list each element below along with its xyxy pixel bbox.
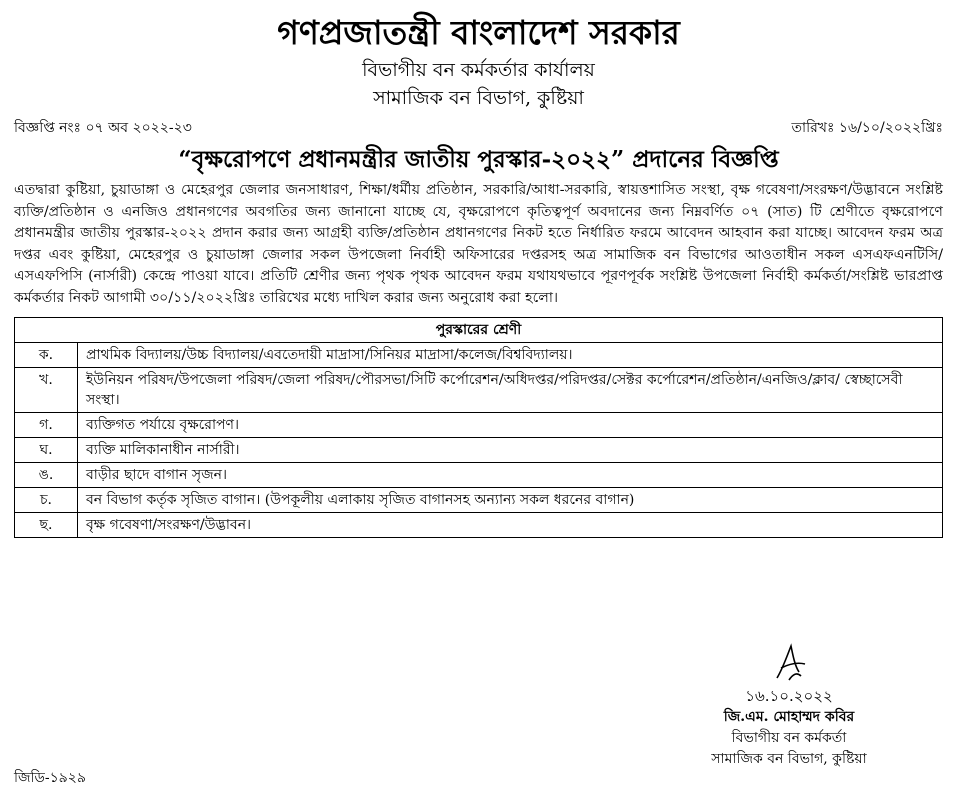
memo-number: বিজ্ঞপ্তি নংঃ ০৭ অব ২০২২-২৩ xyxy=(14,120,192,136)
table-row xyxy=(15,513,943,538)
office-name: বিভাগীয় বন কর্মকর্তার কার্যালয় xyxy=(362,59,595,81)
signature-block xyxy=(659,640,919,770)
division-name: সামাজিক বন বিভাগ, কুষ্টিয়া xyxy=(373,87,584,109)
category-text: বাড়ীর ছাদে বাগান সৃজন। xyxy=(78,463,943,488)
category-index: ছ. xyxy=(15,513,78,538)
category-index: চ. xyxy=(15,488,78,513)
handwritten-signature xyxy=(659,640,919,686)
government-title: গণপ্রজাতন্ত্রী বাংলাদেশ সরকার xyxy=(277,13,680,52)
table-row xyxy=(15,343,943,368)
letterhead xyxy=(14,0,943,112)
signature-date: ১৬.১০.২০২২ xyxy=(745,687,833,705)
gd-number: জিডি-১৯২৯ xyxy=(14,770,86,786)
memo-date: তারিখঃ ১৬/১০/২০২২খ্রিঃ xyxy=(791,120,943,136)
table-row xyxy=(15,488,943,513)
category-text: ব্যক্তি মালিকানাধীন নার্সারী। xyxy=(78,438,943,463)
table-row xyxy=(15,438,943,463)
award-categories-table xyxy=(14,317,943,538)
category-text: প্রাথমিক বিদ্যালয়/উচ্চ বিদ্যালয়/এবতেদায়ী মাদ্রাসা/সিনিয়র মাদ্রাসা/কলেজ/বিশ্ববিদ্যালয়। xyxy=(78,343,943,368)
category-text: বৃক্ষ গবেষণা/সংরক্ষণ/উদ্ভাবন। xyxy=(78,513,943,538)
signatory-office: সামাজিক বন বিভাগ, কুষ্টিয়া xyxy=(711,751,867,767)
table-row xyxy=(15,413,943,438)
table-heading: পুরস্কারের শ্রেণী xyxy=(15,318,943,343)
category-index: ক. xyxy=(15,343,78,368)
category-index: খ. xyxy=(15,368,78,413)
table-row xyxy=(15,368,943,413)
memo-row xyxy=(14,118,943,138)
category-text: ব্যক্তিগত পর্যায়ে বৃক্ষরোপণ। xyxy=(78,413,943,438)
category-index: গ. xyxy=(15,413,78,438)
category-text: ইউনিয়ন পরিষদ/উপজেলা পরিষদ/জেলা পরিষদ/পৌরসভা/সিটি কর্পোরেশন/অধিদপ্তর/পরিদপ্তর/সেক্টর কর্পোরেশন/প্রতিষ্ঠান/এনজিও/ক্লাব/ স্বেচ্ছাসেবী সংস্থা। xyxy=(78,368,943,413)
category-text: বন বিভাগ কর্তৃক সৃজিত বাগান। (উপকূলীয় এলাকায় সৃজিত বাগানসহ অন্যান্য সকল ধরনের বাগান) xyxy=(78,488,943,513)
signature-mark xyxy=(769,642,809,686)
category-index: ঙ. xyxy=(15,463,78,488)
table-row xyxy=(15,463,943,488)
table-header-row xyxy=(15,318,943,343)
category-index: ঘ. xyxy=(15,438,78,463)
signatory-designation: বিভাগীয় বন কর্মকর্তা xyxy=(731,730,847,746)
notice-body: এতদ্বারা কুষ্টিয়া, চুয়াডাঙ্গা ও মেহেরপুর জেলার জনসাধারণ, শিক্ষা/ধর্মীয় প্রতিষ্ঠান, সরকারি/আধা-সরকারি, স্বায়ত্তশাসিত সংস্থা, বৃক্ষ গবেষণা/সংরক্ষণ/উদ্ভাবনে সংশ্লিষ্ট ব্যক্তি/প্রতিষ্ঠান ও এনজিও প্রধানগণের অবগতির জন্য জানানো যাচ্ছে যে, বৃক্ষরোপণে কৃতিত্বপূর্ণ অবদানের জন্য নিম্নবর্ণিত ০৭ (সাত) টি শ্রেণীতে বৃক্ষরোপণে প্রধানমন্ত্রীর জাতীয় পুরস্কার-২০২২ প্রদান করার জন্য আগ্রহী ব্যক্তি/প্রতিষ্ঠান প্রধানগণের নিকট হতে নির্ধারিত ফরমে আবেদন আহবান করা যাচ্ছে। আবেদন ফরম অত্র দপ্তর এবং কুষ্টিয়া, মেহেরপুর ও চুয়াডাঙ্গা জেলার সকল উপজেলা নির্বাহী অফিসারের দপ্তরসহ অত্র সামাজিক বন বিভাগের আওতাধীন সকল এসএফএনটিসি/এসএফপিসি (নার্সারী) কেন্দ্রে পাওয়া যাবে। প্রতিটি শ্রেণীর জন্য পৃথক পৃথক আবেদন ফরম যথাযথভাবে পূরণপূর্বক সংশ্লিষ্ট উপজেলা নির্বাহী কর্মকর্তা/সংশ্লিষ্ট ভারপ্রাপ্ত কর্মকর্তার নিকট আগামী ৩০/১১/২০২২খ্রিঃ তারিখের মধ্যে দাখিল করার জন্য অনুরোধ করা হলো। xyxy=(14,182,943,306)
signatory-name: জি.এম. মোহাম্মদ কবির xyxy=(723,709,855,725)
notice-title: “বৃক্ষরোপণে প্রধানমন্ত্রীর জাতীয় পুরস্কার-২০২২” প্রদানের বিজ্ঞপ্তি xyxy=(178,146,779,173)
